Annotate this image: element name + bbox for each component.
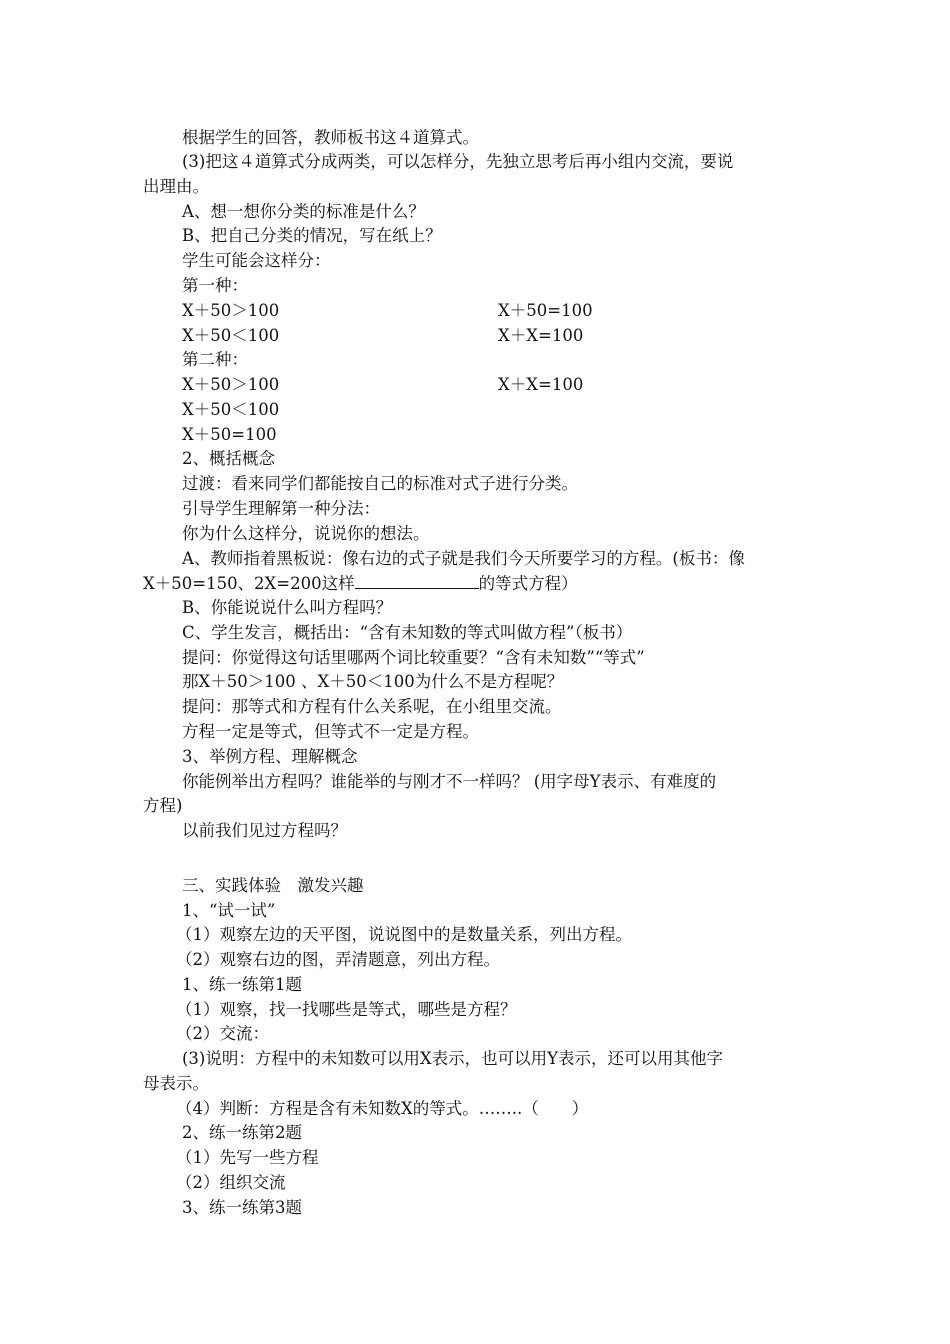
text-line: 以前我们见过方程吗？ bbox=[182, 821, 347, 840]
equation: X＋X=100 bbox=[498, 326, 584, 345]
section-heading: 三、实践体验 激发兴趣 bbox=[182, 876, 364, 895]
text-line: A、教师指着黑板说：像右边的式子就是我们今天所要学习的方程。(板书：像 bbox=[182, 549, 745, 568]
text-line: （2）组织交流 bbox=[176, 1173, 286, 1192]
text-line: 那X＋50＞100 、X＋50＜100为什么不是方程呢？ bbox=[182, 672, 564, 691]
text-line: （1）先写一些方程 bbox=[176, 1148, 319, 1167]
fill-in-blank bbox=[355, 573, 479, 589]
text-line: (3)把这４道算式分成两类，可以怎样分，先独立思考后再小组内交流，要说 bbox=[182, 152, 734, 171]
text-line: 你为什么这样分，说说你的想法。 bbox=[182, 524, 430, 543]
equation: X＋50=100 bbox=[498, 301, 593, 320]
text-line: 母表示。 bbox=[143, 1074, 209, 1093]
text-line: (3)说明：方程中的未知数可以用X表示，也可以用Y表示，还可以用其他字 bbox=[182, 1049, 724, 1068]
text-fragment: X＋50=150、2X=200这样 bbox=[143, 574, 355, 593]
text-line: A、想一想你分类的标准是什么？ bbox=[182, 202, 425, 221]
section-heading: 2、概括概念 bbox=[182, 449, 275, 468]
text-line: 引导学生理解第一种分法： bbox=[182, 499, 380, 518]
text-line: C、学生发言，概括出：“含有未知数的等式叫做方程”（板书） bbox=[182, 623, 633, 642]
text-line: （1）观察，找一找哪些是等式，哪些是方程？ bbox=[176, 1000, 517, 1019]
text-line: 过渡：看来同学们都能按自己的标准对式子进行分类。 bbox=[182, 474, 578, 493]
text-fragment: 的等式方程） bbox=[478, 574, 578, 593]
text-line: 1、练一练第1题 bbox=[182, 975, 302, 994]
text-line: 出理由。 bbox=[143, 177, 209, 196]
equation: X＋50＞100 bbox=[182, 301, 280, 320]
text-line: 第二种： bbox=[182, 350, 248, 369]
text-line: （2）观察右边的图，弄清题意，列出方程。 bbox=[176, 950, 500, 969]
section-heading: 3、举例方程、理解概念 bbox=[182, 747, 358, 766]
equation: X＋50＞100 bbox=[182, 375, 280, 394]
text-line bbox=[143, 573, 578, 594]
text-line: 学生可能会这样分： bbox=[182, 251, 331, 270]
text-line: 方程一定是等式，但等式不一定是方程。 bbox=[182, 722, 479, 741]
text-line: 提问：那等式和方程有什么关系呢，在小组里交流。 bbox=[182, 697, 562, 716]
text-line: 提问：你觉得这句话里哪两个词比较重要？“含有未知数”“等式” bbox=[182, 648, 645, 667]
text-line: （2）交流： bbox=[176, 1024, 269, 1043]
text-line: 2、练一练第2题 bbox=[182, 1123, 302, 1142]
equation: X＋X=100 bbox=[498, 375, 584, 394]
text-line: 你能例举出方程吗？谁能举的与刚才不一样吗？ (用字母Y表示、有难度的 bbox=[182, 772, 717, 791]
equation: X＋50＜100 bbox=[182, 400, 280, 419]
text-line: （4）判断：方程是含有未知数X的等式。……..（ ） bbox=[176, 1099, 589, 1118]
text-line: 第一种： bbox=[182, 276, 248, 295]
text-line: （1）观察左边的天平图，说说图中的是数量关系，列出方程。 bbox=[176, 925, 632, 944]
text-line: B、把自己分类的情况，写在纸上？ bbox=[182, 226, 442, 245]
equation: X＋50＜100 bbox=[182, 326, 280, 345]
text-line: 根据学生的回答，教师板书这４道算式。 bbox=[182, 128, 479, 147]
text-line: 3、练一练第3题 bbox=[182, 1198, 302, 1217]
text-line: 方程) bbox=[143, 796, 183, 815]
equation: X＋50=100 bbox=[182, 425, 277, 444]
text-line: 1、“试一试” bbox=[182, 901, 276, 920]
text-line: B、你能说说什么叫方程吗？ bbox=[182, 598, 393, 617]
